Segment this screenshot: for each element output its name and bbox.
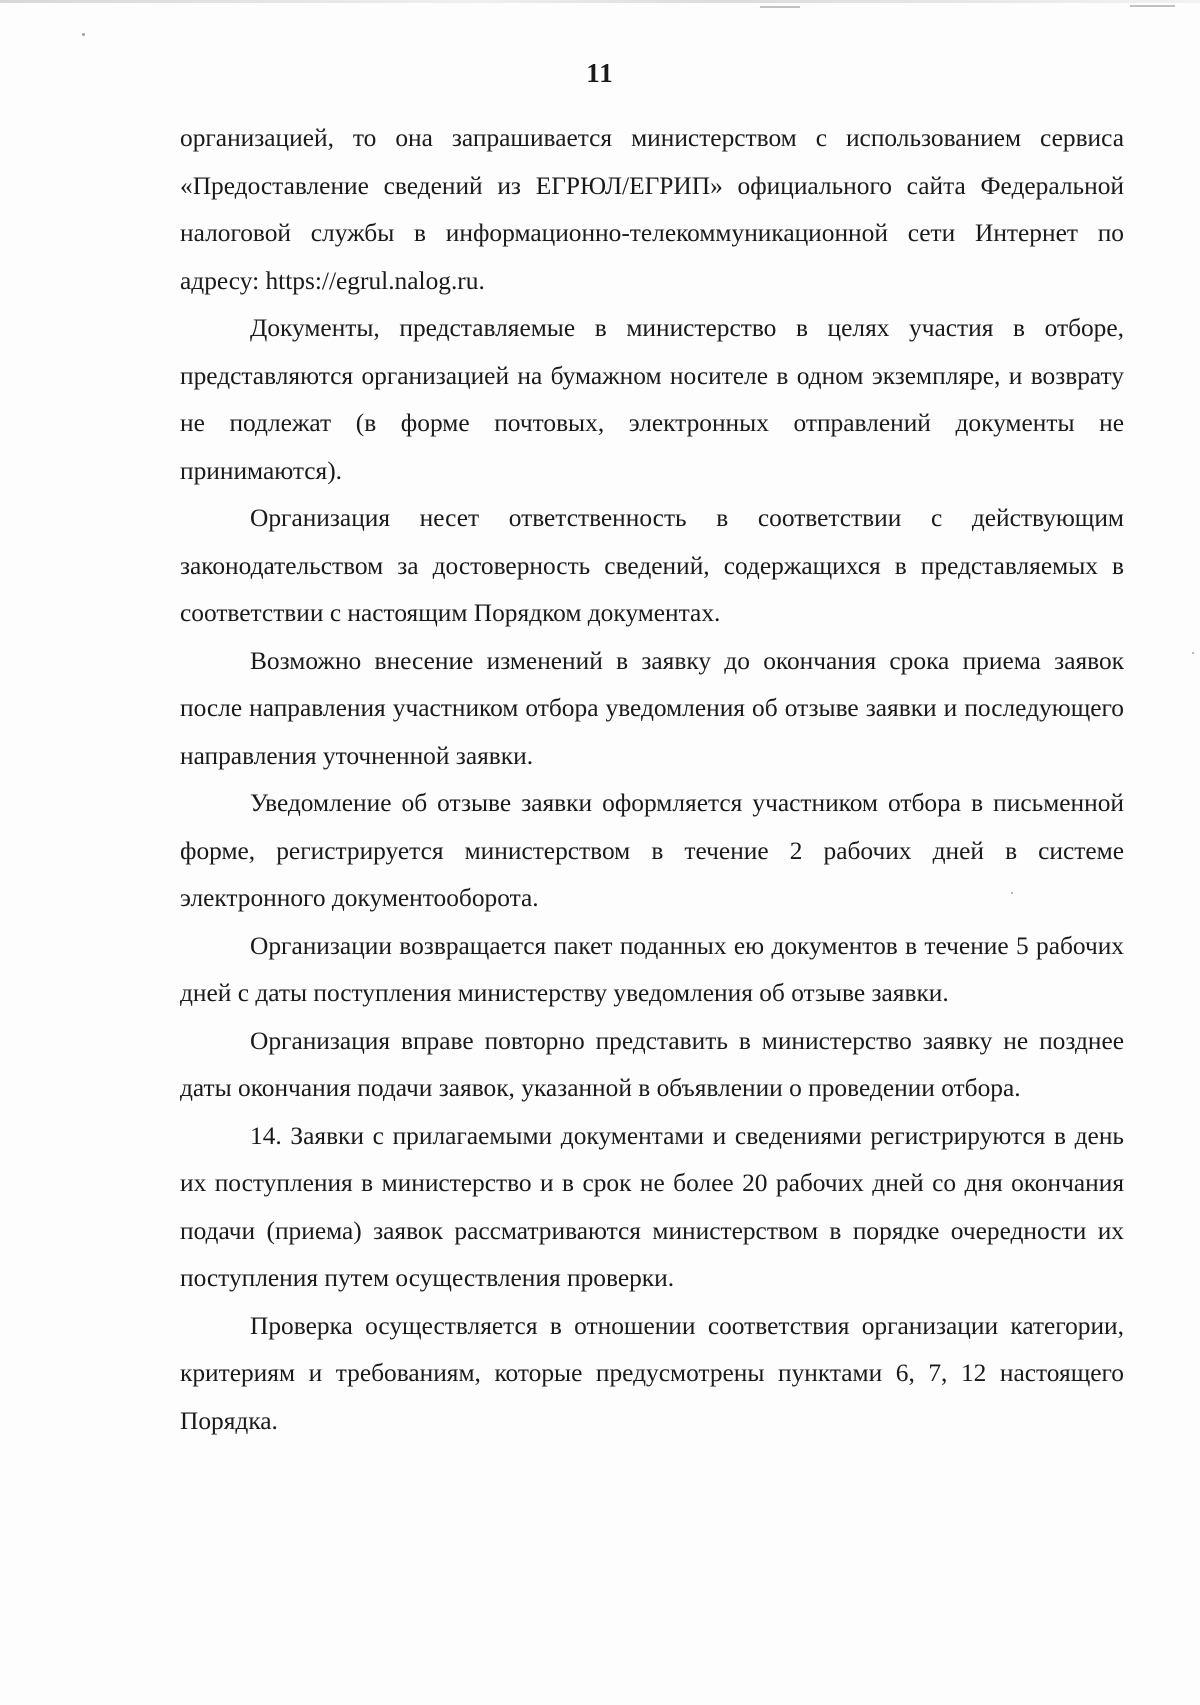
scan-artifact xyxy=(1192,652,1194,654)
paragraph: Организации возвращается пакет поданных ею документов в течение 5 рабочих дней с даты поступления министерству уведомления об отзыве заявки. xyxy=(180,931,1124,1007)
scan-top-edge xyxy=(0,0,1200,3)
page-number: 11 xyxy=(586,58,614,88)
paragraph: Документы, представляемые в министерство в целях участия в отборе, представляются организацией на бумажном носителе в одном экземпляре, и возврату не подлежат (в форме почтовых, электронных отправлений документы не принимаются). xyxy=(180,314,1124,485)
paragraph: 14. Заявки с прилагаемыми документами и сведениями регистрируются в день их поступления в министерство и в срок не более 20 рабочих дней со дня окончания подачи (приема) заявок рассматриваются министерством в порядке очередности их поступления путем осуществления проверки. xyxy=(180,1121,1124,1292)
paragraph: организацией, то она запрашивается министерством с использованием сервиса «Предоставление сведений из ЕГРЮЛ/ЕГРИП» официального сайта Федеральной налоговой службы в информационно-телекоммуникационной сети Интернет по адресу: https://egrul.nalog.ru. xyxy=(180,124,1124,295)
scan-artifact xyxy=(82,33,85,36)
paragraph: Уведомление об отзыве заявки оформляется участником отбора в письменной форме, регистрируется министерством в течение 2 рабочих дней в системе электронного документооборота. xyxy=(180,789,1124,912)
paragraph: Проверка осуществляется в отношении соответствия организации категории, критериям и требованиям, которые предусмотрены пунктами 6, 7, 12 настоящего Порядка. xyxy=(180,1311,1124,1435)
scan-artifact xyxy=(1130,5,1175,7)
paragraph: Организация вправе повторно представить в министерство заявку не позднее даты окончания подачи заявок, указанной в объявлении о проведении отбора. xyxy=(180,1026,1124,1102)
document-body xyxy=(180,115,1124,1445)
paragraph: Возможно внесение изменений в заявку до окончания срока приема заявок после направления участником отбора уведомления об отзыве заявки и последующего направления уточненной заявки. xyxy=(180,646,1124,770)
scan-artifact xyxy=(760,6,800,8)
paragraph: Организация несет ответственность в соответствии с действующим законодательством за достоверность сведений, содержащихся в представляемых в соответствии с настоящим Порядком документах. xyxy=(180,504,1124,627)
